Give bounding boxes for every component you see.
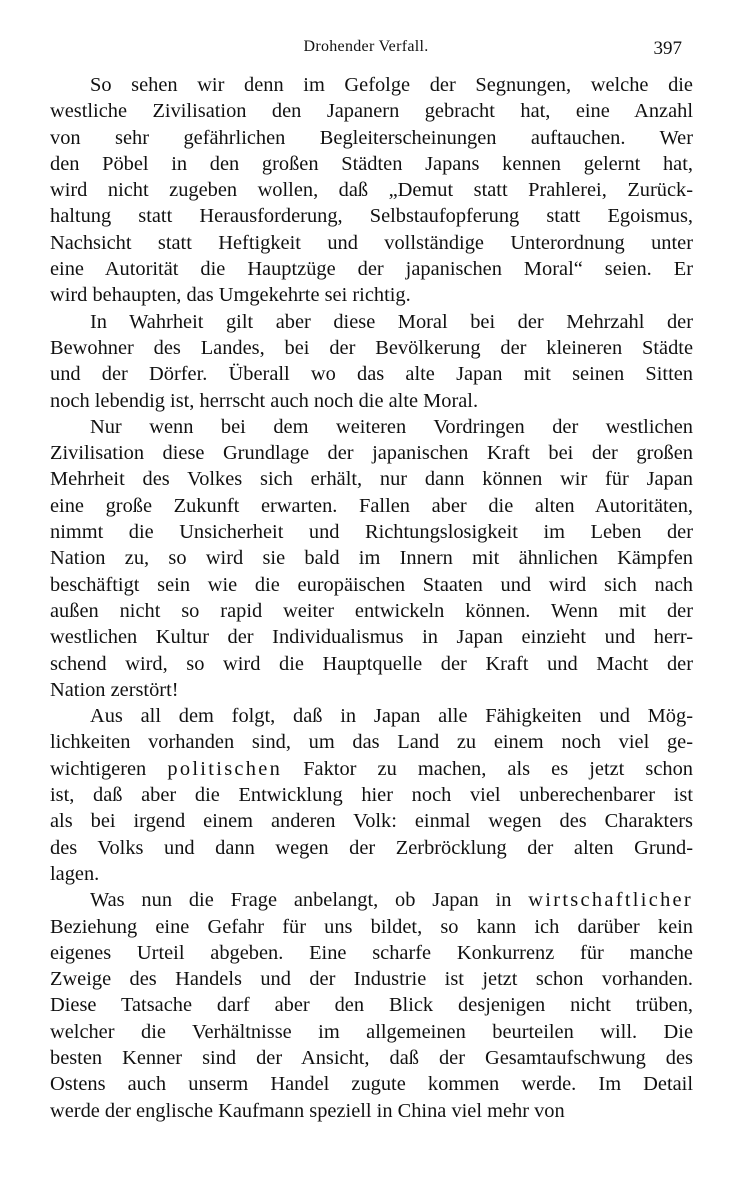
text-line: lagen. <box>50 862 100 885</box>
text-line: als bei irgend einem anderen Volk: einmal wegen des Charakters <box>50 810 693 833</box>
text-line: Nation zu, so wird sie bald im Innern mit ähnlichen Kämpfen <box>50 547 693 570</box>
text-line: westlichen Kultur der Individualismus in Japan einzieht und herr- <box>50 626 693 649</box>
text-line: wird nicht zugeben wollen, daß „Demut statt Prahlerei, Zurück- <box>50 179 693 202</box>
paragraph <box>50 414 693 703</box>
text-line: eine Autorität die Hauptzüge der japanischen Moral“ seien. Er <box>50 258 693 281</box>
text-line: Diese Tatsache darf aber den Blick desjenigen nicht trüben, <box>50 994 693 1017</box>
text-line: eine große Zukunft erwarten. Fallen aber die alten Autoritäten, <box>50 494 693 517</box>
paragraph <box>50 703 693 887</box>
text-line: eigenes Urteil abgeben. Eine scharfe Konkurrenz für manche <box>50 941 693 964</box>
text-line: beschäftigt sein wie die europäischen Staaten und wird sich nach <box>50 573 693 596</box>
paragraph <box>50 72 693 309</box>
emphasized-text: wirtschaftlicher <box>528 889 693 912</box>
text-line: So sehen wir denn im Gefolge der Segnungen, welche die <box>90 74 693 96</box>
text-line: des Volks und dann wegen der Zerbröcklung der alten Grund- <box>50 836 693 859</box>
text-segment: Was nun die Frage anbelangt, ob Japan in <box>90 889 529 912</box>
text-line: westliche Zivilisation den Japanern gebracht hat, eine Anzahl <box>50 100 693 123</box>
text-line: ist, daß aber die Entwicklung hier noch viel unberechenbarer ist <box>50 784 693 807</box>
text-line: noch lebendig ist, herrscht auch noch die alte Moral. <box>50 389 479 412</box>
text-segment: wichtigeren <box>50 757 168 780</box>
text-line: Mehrheit des Volkes sich erhält, nur dann können wir für Japan <box>50 468 693 491</box>
text-line: wird behaupten, das Umgekehrte sei richtig. <box>50 284 411 307</box>
text-segment: Faktor zu machen, als es jetzt schon <box>282 757 693 780</box>
emphasized-text: politischen <box>167 757 283 780</box>
text-line: werde der englische Kaufmann speziell in China viel mehr von <box>50 1099 565 1122</box>
text-line: haltung statt Herausforderung, Selbstaufopferung statt Egoismus, <box>50 205 693 228</box>
text-line: Nur wenn bei dem weiteren Vordringen der westlichen <box>90 415 693 438</box>
text-line: lichkeiten vorhanden sind, um das Land zu einem noch viel ge- <box>50 731 693 754</box>
text-line: den Pöbel in den großen Städten Japans kennen gelernt hat, <box>50 152 693 175</box>
text-line: nimmt die Unsicherheit und Richtungslosigkeit im Leben der <box>50 521 693 544</box>
text-line: In Wahrheit gilt aber diese Moral bei der Mehrzahl der <box>90 310 693 333</box>
text-line: Nation zerstört! <box>50 678 179 701</box>
running-head <box>50 34 682 62</box>
text-line: Zivilisation diese Grundlage der japanischen Kraft bei der großen <box>50 442 693 465</box>
text-line: von sehr gefährlichen Begleiterscheinungen auftauchen. Wer <box>50 126 693 149</box>
text-line: Bewohner des Landes, bei der Bevölkerung der kleineren Städte <box>50 336 693 359</box>
text-line: Zweige des Handels und der Industrie ist jetzt schon vorhanden. <box>50 968 693 991</box>
text-line: welcher die Verhältnisse im allgemeinen beurteilen will. Die <box>50 1020 693 1043</box>
text-line: außen nicht so rapid weiter entwickeln können. Wenn mit der <box>50 599 693 622</box>
body-text <box>50 72 693 1124</box>
text-line: und der Dörfer. Überall wo das alte Japan mit seinen Sitten <box>50 363 693 386</box>
paragraph <box>50 887 693 1124</box>
paragraph <box>50 309 693 414</box>
text-line: Nachsicht statt Heftigkeit und vollständige Unterordnung unter <box>50 231 693 254</box>
running-title: Drohender Verfall. <box>303 38 429 55</box>
text-line <box>50 756 693 782</box>
text-line: Aus all dem folgt, daß in Japan alle Fähigkeiten und Mög- <box>90 705 693 728</box>
text-line: schend wird, so wird die Hauptquelle der Kraft und Macht der <box>50 652 693 675</box>
text-line: Ostens auch unserm Handel zugute kommen werde. Im Detail <box>50 1073 693 1096</box>
page-number: 397 <box>653 38 682 59</box>
text-line <box>50 887 693 913</box>
text-line: besten Kenner sind der Ansicht, daß der Gesamtaufschwung des <box>50 1046 693 1069</box>
text-line: Beziehung eine Gefahr für uns bildet, so kann ich darüber kein <box>50 915 693 938</box>
